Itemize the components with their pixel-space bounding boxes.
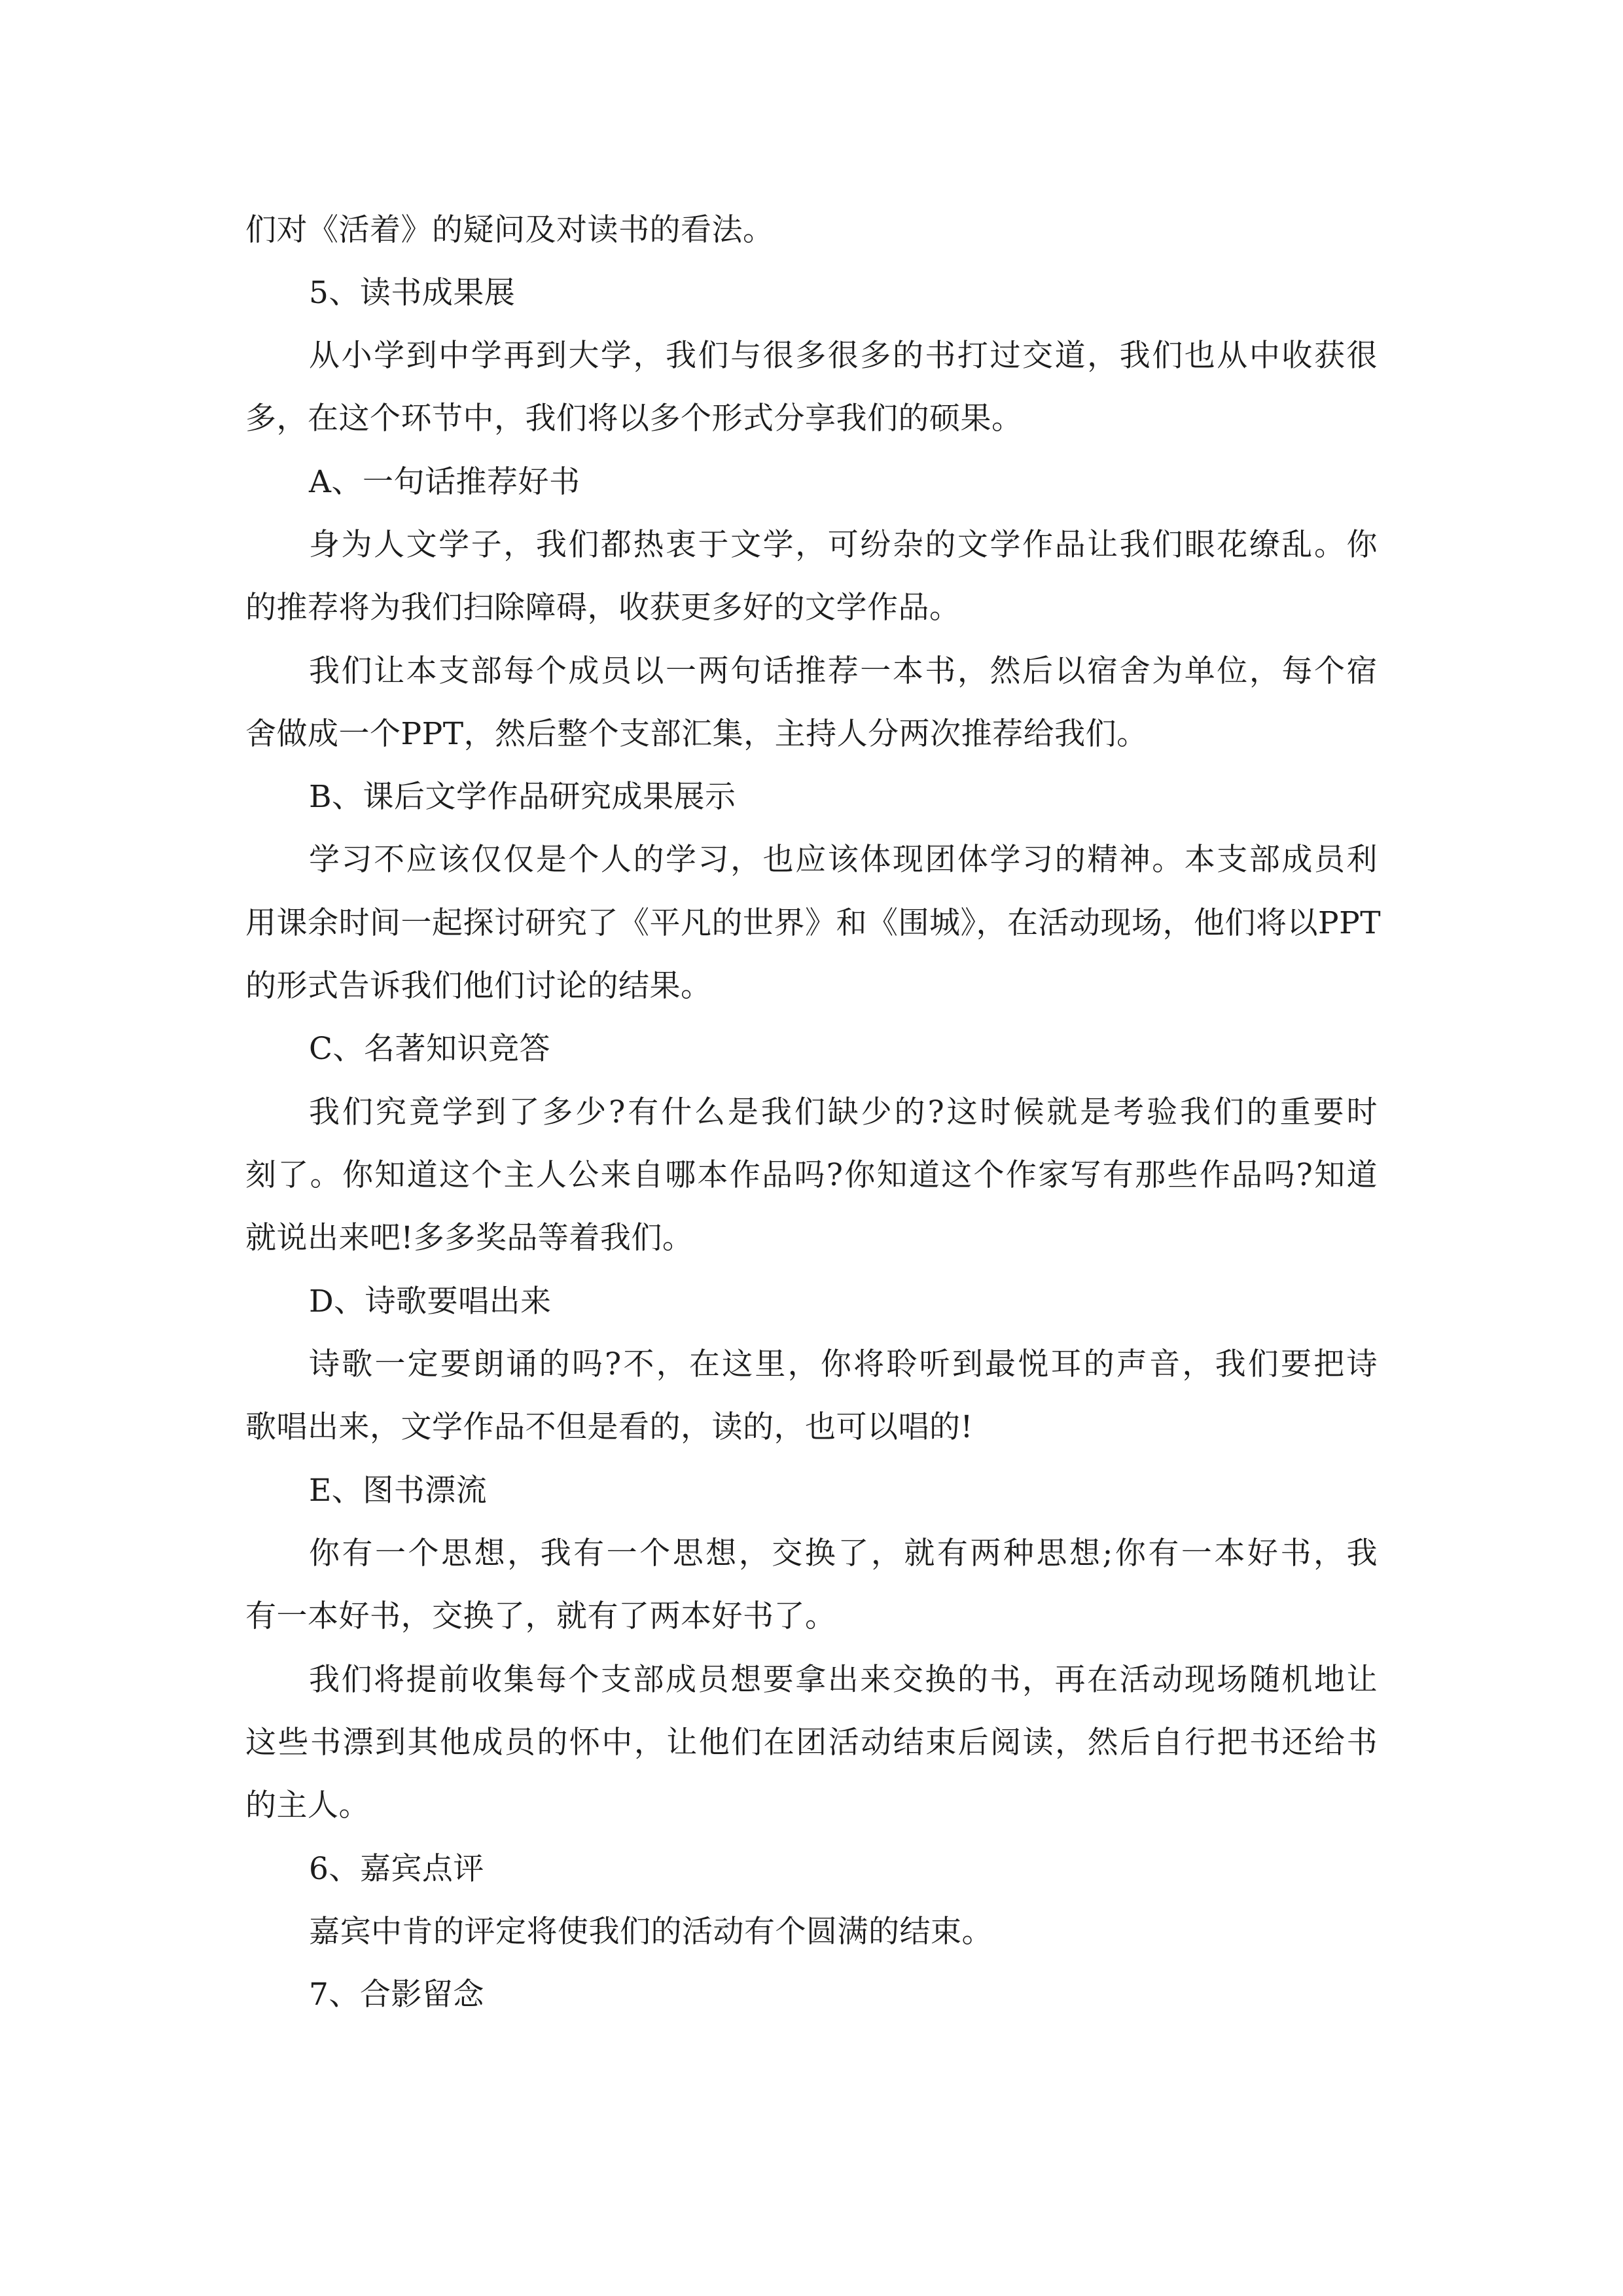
paragraph-line: 刻了。你知道这个主人公来自哪本作品吗?你知道这个作家写有那些作品吗?知道 [245,1157,1378,1193]
section-heading: A、一句话推荐好书 [309,464,580,500]
section-heading: 7、合影留念 [309,1977,484,2013]
paragraph-line: 就说出来吧!多多奖品等着我们。 [245,1220,694,1256]
paragraph-line: 从小学到中学再到大学，我们与很多很多的书打过交道，我们也从中收获很 [309,338,1378,374]
paragraph-line: 们对《活着》的疑问及对读书的看法。 [245,212,774,248]
paragraph-line: 我们究竟学到了多少?有什么是我们缺少的?这时候就是考验我们的重要时 [309,1094,1378,1130]
paragraph-line: 身为人文学子，我们都热衷于文学，可纷杂的文学作品让我们眼花缭乱。你 [309,527,1378,563]
paragraph-line: 的形式告诉我们他们讨论的结果。 [245,968,712,1004]
paragraph-line: 歌唱出来，文学作品不但是看的，读的，也可以唱的! [245,1409,973,1445]
paragraph-line: 嘉宾中肯的评定将使我们的活动有个圆满的结束。 [309,1914,993,1950]
section-heading: E、图书漂流 [309,1473,488,1509]
paragraph-line: 多，在这个环节中，我们将以多个形式分享我们的硕果。 [245,401,1023,437]
section-heading: 5、读书成果展 [309,275,516,311]
paragraph-line: 我们让本支部每个成员以一两句话推荐一本书，然后以宿舍为单位，每个宿 [309,653,1378,689]
paragraph-line: 诗歌一定要朗诵的吗?不，在这里，你将聆听到最悦耳的声音，我们要把诗 [309,1346,1378,1382]
paragraph-line: 用课余时间一起探讨研究了《平凡的世界》和《围城》，在活动现场，他们将以PPT [245,905,1382,941]
paragraph-line: 的推荐将为我们扫除障碍，收获更多好的文学作品。 [245,590,961,626]
section-heading: B、课后文学作品研究成果展示 [309,779,736,815]
paragraph-line: 舍做成一个PPT，然后整个支部汇集，主持人分两次推荐给我们。 [245,716,1148,752]
paragraph-line: 你有一个思想，我有一个思想，交换了，就有两种思想;你有一本好书，我 [309,1535,1378,1571]
paragraph-line: 我们将提前收集每个支部成员想要拿出来交换的书，再在活动现场随机地让 [309,1662,1378,1698]
paragraph-line: 这些书漂到其他成员的怀中，让他们在团活动结束后阅读，然后自行把书还给书 [245,1725,1378,1761]
section-heading: D、诗歌要唱出来 [309,1283,552,1319]
paragraph-line: 有一本好书，交换了，就有了两本好书了。 [245,1598,836,1634]
paragraph-line: 学习不应该仅仅是个人的学习，也应该体现团体学习的精神。本支部成员利 [309,842,1378,878]
section-heading: 6、嘉宾点评 [309,1851,484,1887]
paragraph-line: 的主人。 [245,1787,370,1823]
section-heading: C、名著知识竞答 [309,1031,550,1067]
